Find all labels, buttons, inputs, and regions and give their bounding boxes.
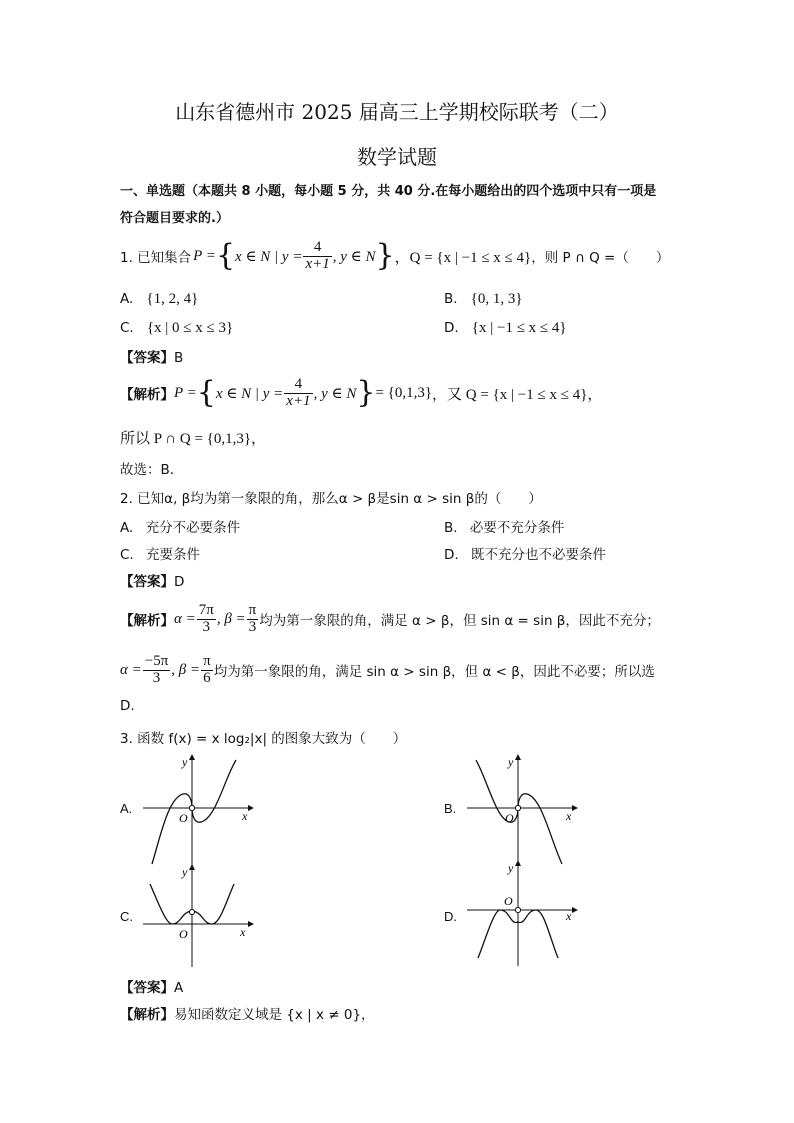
- graph-c: [138, 862, 258, 972]
- q1-q-def: ，Q = {x | −1 ≤ x ≤ 4}: [394, 249, 532, 266]
- y-axis-label: y: [508, 755, 514, 769]
- graph-b-label: B.: [444, 801, 457, 816]
- y-axis-arrow: [189, 754, 195, 760]
- q1-analysis-frac-num: 4: [284, 377, 312, 394]
- hole-point: [189, 805, 194, 810]
- option-letter: A.: [120, 520, 134, 536]
- frac-num: 7π: [198, 601, 214, 618]
- q1-analysis-set-start: x ∈ N | y =: [215, 385, 284, 402]
- option-letter: A.: [120, 291, 134, 307]
- answer-value: A: [174, 980, 184, 996]
- analysis-tag: 【解析】: [120, 1007, 174, 1023]
- question-3-stem: 3. 函数 f(x) = x log₂|x| 的图象大致为（ ）: [120, 731, 407, 747]
- q2-option-c: [120, 543, 200, 563]
- q1-analysis-p: P =: [174, 384, 197, 401]
- q1-set-start: x ∈ N | y =: [235, 248, 303, 265]
- answer-tag: 【答案】: [120, 980, 174, 996]
- frac-den: 3: [248, 618, 257, 635]
- option-letter: C.: [120, 547, 134, 563]
- q1-option-b: [444, 288, 523, 308]
- frac-num: π: [248, 601, 257, 618]
- graph-a: [138, 752, 258, 872]
- x-axis-arrow: [248, 805, 254, 811]
- graph-a-label: A.: [120, 801, 133, 816]
- option-letter: D.: [444, 547, 459, 563]
- q1-analysis-line2: 所以 P ∩ Q = {0,1,3}，: [120, 431, 267, 447]
- x-axis-label: x: [566, 809, 572, 823]
- page-title: 山东省德州市 2025 届高三上学期校际联考（二）: [175, 100, 619, 124]
- origin-label: O: [505, 811, 514, 825]
- q1-analysis-frac-den: x+1: [286, 392, 311, 409]
- q1-analysis-fraction: [284, 377, 312, 410]
- q1-prefix: 1. 已知集合: [120, 250, 192, 266]
- origin-label: O: [179, 811, 188, 825]
- option-text: 必要不充分条件: [469, 520, 565, 536]
- q2-a1-frac1: [197, 603, 216, 636]
- q2-option-a: [120, 516, 240, 536]
- question-1-stem: [120, 236, 669, 276]
- q2-option-b: [444, 516, 564, 536]
- q2-analysis-line2: [120, 648, 655, 692]
- x-axis-label: x: [242, 809, 248, 823]
- hole-point: [515, 907, 520, 912]
- option-text: {0, 1, 3}: [470, 291, 523, 307]
- q1-left-brace: {: [215, 238, 236, 273]
- analysis-tag: 【解析】: [120, 613, 174, 629]
- option-letter: C.: [120, 320, 134, 336]
- q1-p-lhs: P =: [193, 247, 216, 264]
- q2-analysis-line3: D.: [120, 698, 135, 714]
- origin-label: O: [179, 927, 188, 941]
- q2-option-d: [444, 543, 606, 563]
- y-axis-label: y: [508, 861, 514, 875]
- q2-a2-alpha: α =: [120, 661, 142, 678]
- q2-a2-beta: , β =: [171, 661, 201, 678]
- answer-value: B: [174, 350, 184, 366]
- x-axis-arrow: [572, 805, 578, 811]
- q1-analysis-result: = {0,1,3}: [375, 384, 433, 401]
- x-axis-arrow: [572, 907, 578, 913]
- hole-point: [189, 909, 194, 914]
- option-text: 充要条件: [146, 547, 201, 563]
- q2-a2-rest: 均为第一象限的角，满足 sin α > sin β，但 α < β，因此不必要；所以选: [213, 664, 655, 680]
- q1-analysis-q: ，又 Q = {x | −1 ≤ x ≤ 4}，: [432, 386, 603, 403]
- frac-num: −5π: [144, 652, 169, 669]
- y-axis-label: y: [182, 865, 188, 879]
- section-heading-line1: 一、单选题（本题共 8 小题，每小题 5 分，共 40 分.在每小题给出的四个选项中只有一项是: [120, 184, 657, 199]
- y-axis-label: y: [182, 755, 188, 769]
- frac-num: π: [203, 652, 211, 669]
- frac-den: 3: [202, 618, 211, 635]
- section-heading-line2: 符合题目要求的.）: [120, 211, 229, 226]
- q1-right-brace: }: [375, 238, 395, 273]
- y-axis-arrow: [515, 860, 521, 866]
- option-text: {1, 2, 4}: [146, 291, 199, 307]
- option-text: 既不充分也不必要条件: [470, 547, 606, 563]
- q2-a2-frac1: [143, 654, 171, 687]
- option-letter: B.: [444, 520, 458, 536]
- option-text: 充分不必要条件: [145, 520, 241, 536]
- hole-point: [515, 805, 520, 810]
- q2-a1-rest: 均为第一象限的角，满足 α > β，但 sin α = sin β，因此不充分；: [259, 613, 660, 629]
- q2-a1-beta: , β =: [216, 610, 246, 627]
- x-axis-label: x: [566, 909, 572, 923]
- option-text: {x | 0 ≤ x ≤ 3}: [146, 320, 234, 336]
- graph-c-label: C.: [120, 909, 133, 924]
- q1-frac-num: 4: [303, 240, 331, 257]
- q2-a1-alpha: α =: [174, 610, 196, 627]
- answer-tag: 【答案】: [120, 350, 174, 366]
- answer-value: D: [174, 574, 185, 590]
- x-axis-label: x: [240, 925, 246, 939]
- y-axis-arrow: [515, 754, 521, 760]
- graph-d-label: D.: [444, 909, 457, 924]
- analysis-tag: 【解析】: [120, 387, 174, 403]
- q2-answer: [120, 570, 184, 590]
- q3-answer: [120, 976, 183, 996]
- q2-a2-frac2: [201, 654, 213, 687]
- origin-label: O: [504, 894, 513, 908]
- question-2-stem: 2. 已知α, β均为第一象限的角，那么α > β是sin α > sin β的（ ）: [120, 491, 542, 507]
- q1-analysis-right-brace: }: [356, 375, 376, 410]
- q1-option-c: [120, 317, 233, 337]
- q1-answer: [120, 346, 183, 366]
- page-subtitle: 数学试题: [357, 145, 437, 169]
- answer-tag: 【答案】: [120, 574, 174, 590]
- y-axis-arrow: [189, 864, 195, 870]
- x-axis-arrow: [248, 921, 254, 927]
- graph-d: [462, 858, 582, 970]
- q1-analysis-line3: 故选：B．: [120, 462, 184, 478]
- q2-a1-frac2: [247, 603, 259, 636]
- q3-analysis: [120, 1003, 375, 1023]
- frac-den: 3: [152, 669, 161, 686]
- q1-set-end: , y ∈ N: [332, 248, 376, 265]
- q1-analysis-set-end: , y ∈ N: [313, 385, 357, 402]
- q2-analysis-line1: [120, 597, 660, 641]
- q1-analysis: [120, 373, 602, 413]
- q1-option-d: [444, 317, 567, 337]
- q1-ask: ，则 P ∩ Q =（ ）: [531, 250, 670, 266]
- q1-fraction: [303, 240, 331, 273]
- q1-frac-den: x+1: [305, 255, 330, 272]
- curve: [152, 760, 236, 864]
- curve: [476, 760, 562, 864]
- frac-den: 6: [203, 669, 211, 686]
- option-letter: B.: [444, 291, 458, 307]
- option-text: {x | −1 ≤ x ≤ 4}: [471, 320, 567, 336]
- analysis-text: 易知函数定义域是 {x | x ≠ 0}，: [174, 1007, 375, 1023]
- q1-option-a: [120, 288, 198, 308]
- graph-b: [462, 752, 582, 872]
- q1-analysis-left-brace: {: [196, 375, 216, 410]
- option-letter: D.: [444, 320, 459, 336]
